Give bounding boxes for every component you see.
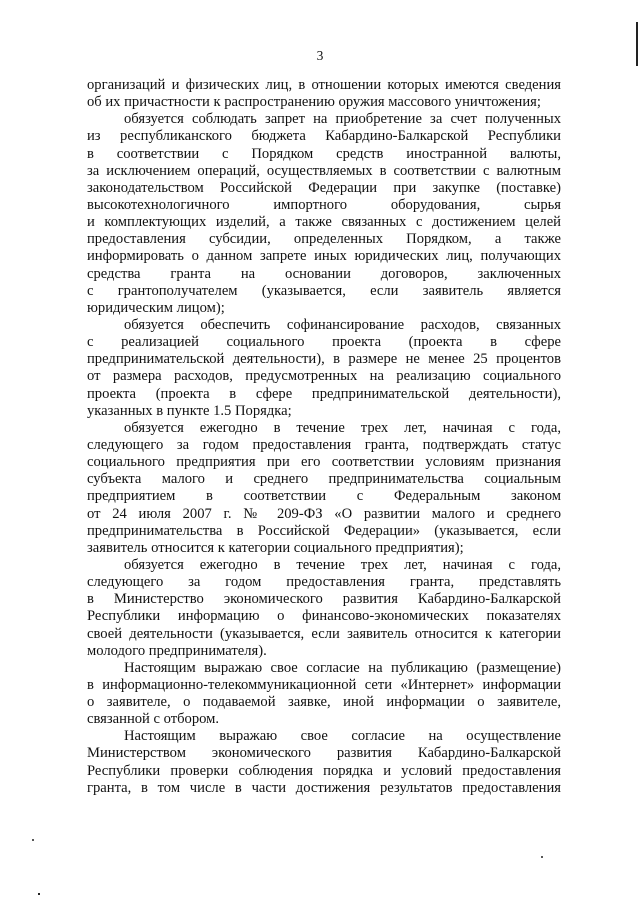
text-line: с реализацией социального проекта (проекта в сфере <box>87 334 561 351</box>
text-line: Министерством экономического развития Кабардино-Балкарской <box>87 745 561 762</box>
text-line: законодательством Российской Федерации при закупке (поставке) <box>87 179 561 196</box>
text-line: предпринимательской деятельности), в размере не менее 25 процентов <box>87 351 561 368</box>
text-line: Настоящим выражаю свое согласие на осуществление <box>124 728 561 745</box>
text-line: субъекта малого и среднего предпринимательства социальным <box>87 471 561 488</box>
text-line: юридическим лицом); <box>87 299 225 316</box>
text-line: и комплектующих изделий, а также связанных с достижением целей <box>87 214 561 231</box>
text-line: организаций и физических лиц, в отношении которых имеются сведения <box>87 77 561 93</box>
text-line: социального предприятия при его соответствии условиям признания <box>87 454 561 471</box>
scan-dot-mark <box>32 839 34 841</box>
text-line: Республики информацию о финансово-экономических показателях <box>87 608 561 625</box>
text-line: информировать о данном запрете иных юридических лиц, получающих <box>87 248 561 265</box>
text-line: своей деятельности (указывается, если заявитель относится к категории <box>87 625 561 642</box>
text-line: средства гранта на основании договоров, заключенных <box>87 265 561 282</box>
text-line: с грантополучателем (указывается, если заявитель является <box>87 282 561 299</box>
text-line: высокотехнологичного импортного оборудования, сырья <box>87 196 561 213</box>
text-line: следующего за годом предоставления гранта, представлять <box>87 574 561 591</box>
text-line: обязуется ежегодно в течение трех лет, начиная с года, <box>124 556 561 573</box>
text-line: от размера расходов, предусмотренных на реализацию социального <box>87 368 561 385</box>
text-line: в информационно-телекоммуникационной сети «Интернет» информации <box>87 676 561 693</box>
text-line: проекта (проекта в сфере предпринимательской деятельности), <box>87 385 561 402</box>
text-line: обязуется соблюдать запрет на приобретение за счет полученных <box>124 111 561 128</box>
text-line: из республиканского бюджета Кабардино-Балкарской Республики <box>87 128 561 145</box>
text-line: молодого предпринимателя). <box>87 642 267 659</box>
text-line: указанных в пункте 1.5 Порядка; <box>87 402 292 419</box>
page-number: 3 <box>316 48 324 63</box>
text-line: следующего за годом предоставления гранта, подтверждать статус <box>87 436 561 453</box>
text-line: предприятием в соответствии с Федеральным законом <box>87 488 561 505</box>
text-line: в соответствии с Порядком средств иностранной валюты, <box>87 145 561 162</box>
text-line: Настоящим выражаю свое согласие на публикацию (размещение) <box>124 659 561 676</box>
text-line: предпринимательства в Российской Федерации» (указывается, если <box>87 522 561 539</box>
text-line: от 24 июля 2007 г. № 209-ФЗ «О развитии малого и среднего <box>87 505 561 522</box>
scan-dot-mark <box>38 893 40 895</box>
text-line: в Министерство экономического развития Кабардино-Балкарской <box>87 591 561 608</box>
text-line: о заявителе, о подаваемой заявке, иной информации о заявителе, <box>87 694 561 711</box>
text-line: об их причастности к распространению оружия массового уничтожения; <box>87 94 541 111</box>
text-line: за исключением операций, осуществляемых в соответствии с валютным <box>87 162 561 179</box>
text-line: обязуется обеспечить софинансирование расходов, связанных <box>124 316 561 333</box>
document-body <box>87 77 561 797</box>
text-line: обязуется ежегодно в течение трех лет, начиная с года, <box>124 419 561 436</box>
text-line: заявитель относится к категории социального предприятия); <box>87 539 464 556</box>
text-line: Республики проверки соблюдения порядка и условий предоставления <box>87 762 561 779</box>
text-line: предоставления субсидии, определенных Порядком, а также <box>87 231 561 248</box>
scan-dot-mark <box>541 856 543 858</box>
scan-edge-mark <box>636 22 638 66</box>
text-line: связанной с отбором. <box>87 711 220 728</box>
text-line: гранта, в том числе в части достижения результатов предоставления <box>87 779 561 796</box>
